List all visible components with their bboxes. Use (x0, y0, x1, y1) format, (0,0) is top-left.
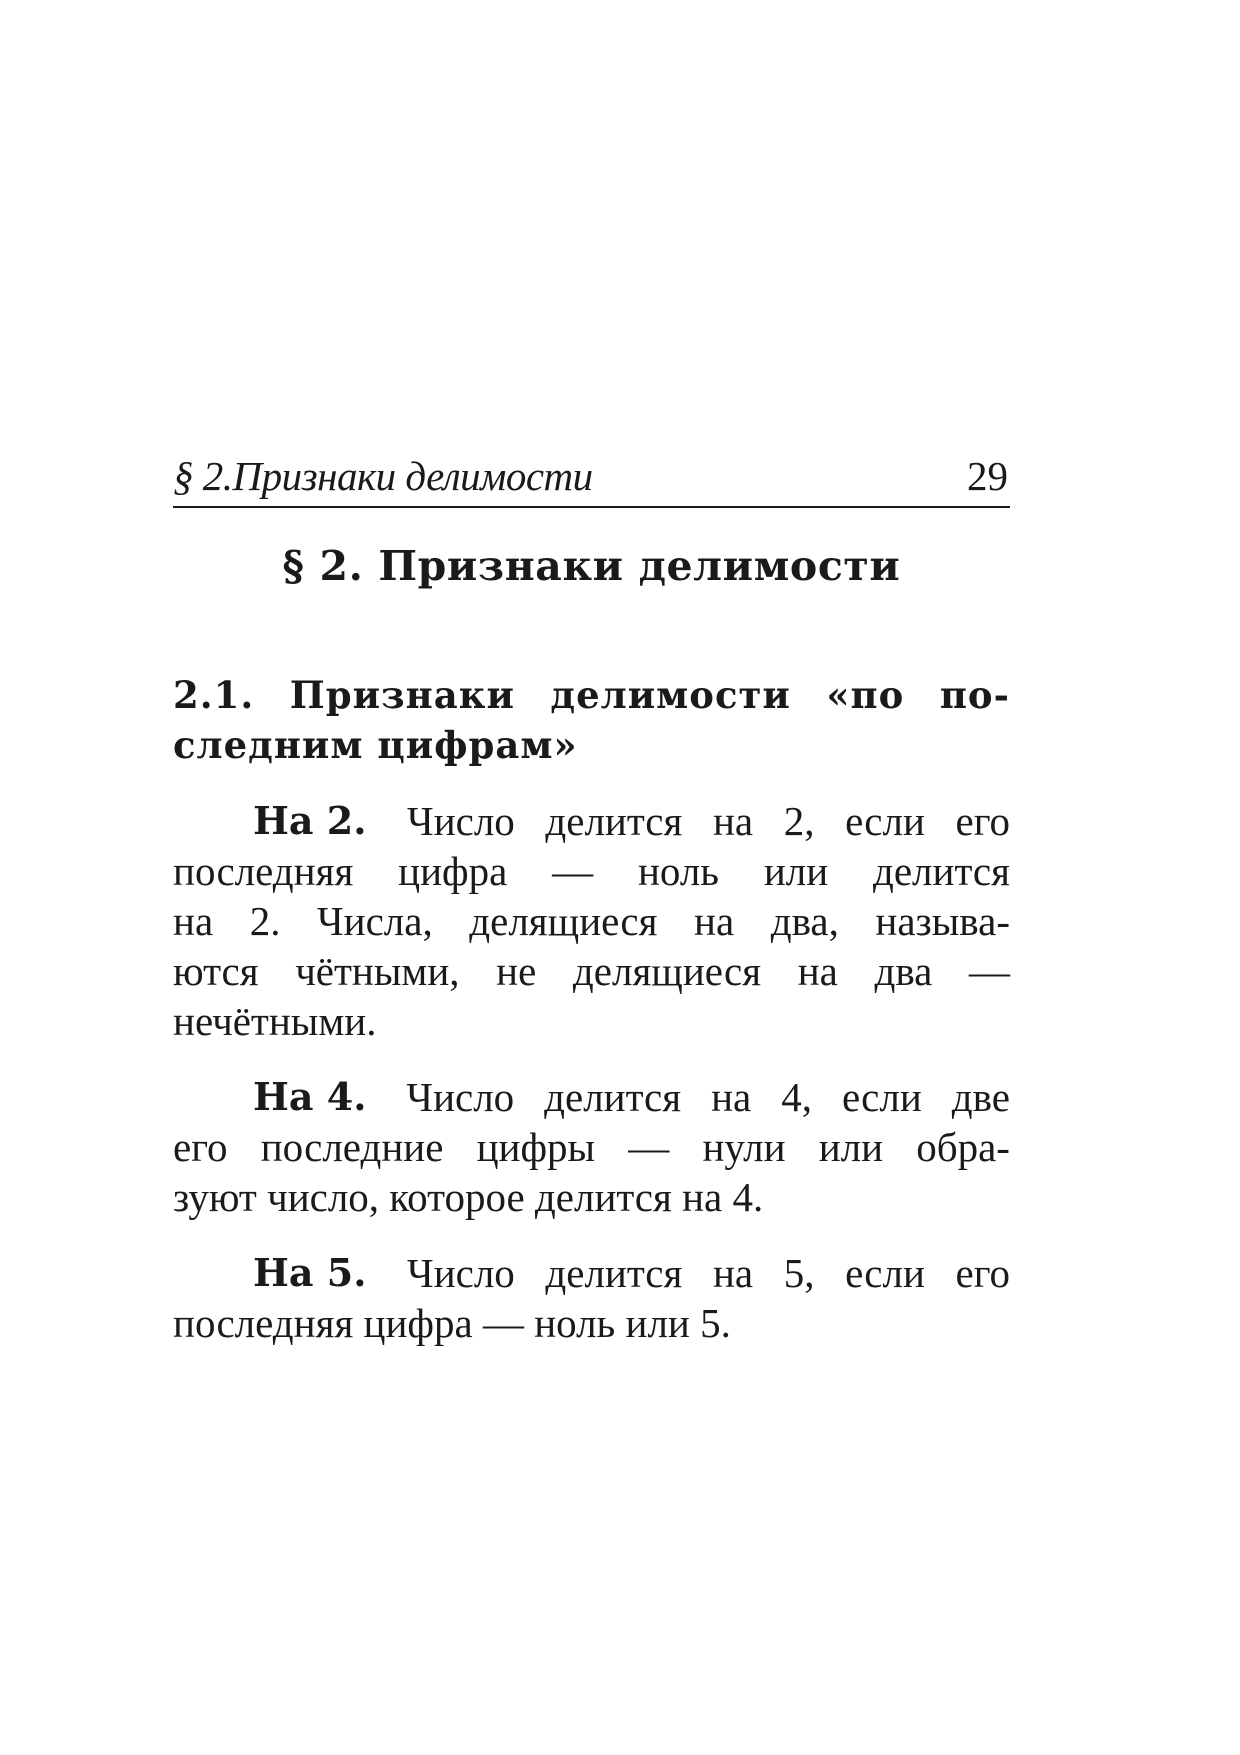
word: 5, (783, 1250, 815, 1296)
word: делится (873, 848, 1010, 894)
word: на (712, 1250, 754, 1296)
word: последняя (173, 848, 354, 894)
word: делится (545, 1250, 683, 1296)
word: если (845, 1250, 925, 1296)
word: на (711, 1074, 752, 1120)
section-heading: § 2. Признаки делимости (282, 542, 901, 590)
paragraph-lead: На 5. (253, 1250, 367, 1295)
word: если (841, 1074, 922, 1120)
word: не (496, 948, 537, 994)
word: на (712, 798, 754, 844)
paragraph-lead: На 4. (253, 1074, 367, 1119)
word: две (951, 1074, 1010, 1120)
word: делится (545, 798, 683, 844)
paragraph-divisible-by-2 (173, 796, 1010, 1046)
paragraph-last-line: нечётными. (173, 998, 377, 1044)
subsection-heading-line-2: следним цифрам» (173, 723, 578, 767)
word: — (968, 948, 1010, 994)
word: два (874, 948, 933, 994)
running-head-title: § 2.Признаки делимости (173, 453, 593, 499)
word: Числа, (317, 898, 433, 944)
paragraph-divisible-by-4 (173, 1072, 1010, 1222)
word: 2, (783, 798, 815, 844)
word: Число (406, 1074, 515, 1120)
word: — (552, 848, 594, 894)
word: цифры (476, 1124, 596, 1170)
word: Число (407, 1250, 515, 1296)
word: если (845, 798, 925, 844)
word: на (173, 898, 214, 944)
word: ноль (637, 848, 719, 894)
word: ются (173, 948, 259, 994)
paragraph-line (173, 946, 1010, 996)
page-number: 29 (967, 453, 1008, 499)
word: его (173, 1124, 228, 1170)
paragraph-last-line: последняя цифра — ноль или 5. (173, 1300, 731, 1346)
word: его (955, 1250, 1010, 1296)
word: 2. (249, 898, 281, 944)
subsection-heading-line-1 (173, 670, 1010, 720)
heading-word: 2.1. (173, 673, 255, 717)
paragraph-line (173, 1122, 1010, 1172)
word: или (818, 1124, 884, 1170)
word: чётными, (295, 948, 460, 994)
word: делящиеся (469, 898, 658, 944)
heading-word: по- (939, 673, 1010, 717)
book-page (173, 450, 1010, 1348)
word: на (797, 948, 838, 994)
word: или (763, 848, 829, 894)
paragraph-line (173, 846, 1010, 896)
paragraph-last-line: зуют число, которое делится на 4. (173, 1174, 764, 1220)
heading-word: Признаки (289, 673, 515, 717)
heading-word: делимости (550, 673, 791, 717)
word: нули (702, 1124, 786, 1170)
word: цифра (398, 848, 508, 894)
word: на (694, 898, 735, 944)
paragraph-lead: На 2. (253, 798, 367, 843)
word: делящиеся (572, 948, 762, 994)
word: последние (260, 1124, 444, 1170)
subsection-heading (173, 670, 1010, 770)
word: обра- (916, 1124, 1010, 1170)
paragraph-line (173, 1072, 1010, 1122)
word: Число (407, 798, 515, 844)
word: называ- (875, 898, 1010, 944)
paragraph-line (173, 896, 1010, 946)
word: два, (770, 898, 839, 944)
heading-word: «по (826, 673, 905, 717)
paragraph-line (173, 1248, 1010, 1298)
word: делится (544, 1074, 682, 1120)
word: 4, (781, 1074, 812, 1120)
word: — (628, 1124, 670, 1170)
word: его (955, 798, 1010, 844)
paragraph-line (173, 796, 1010, 846)
running-head (173, 450, 1010, 508)
paragraph-divisible-by-5 (173, 1248, 1010, 1348)
